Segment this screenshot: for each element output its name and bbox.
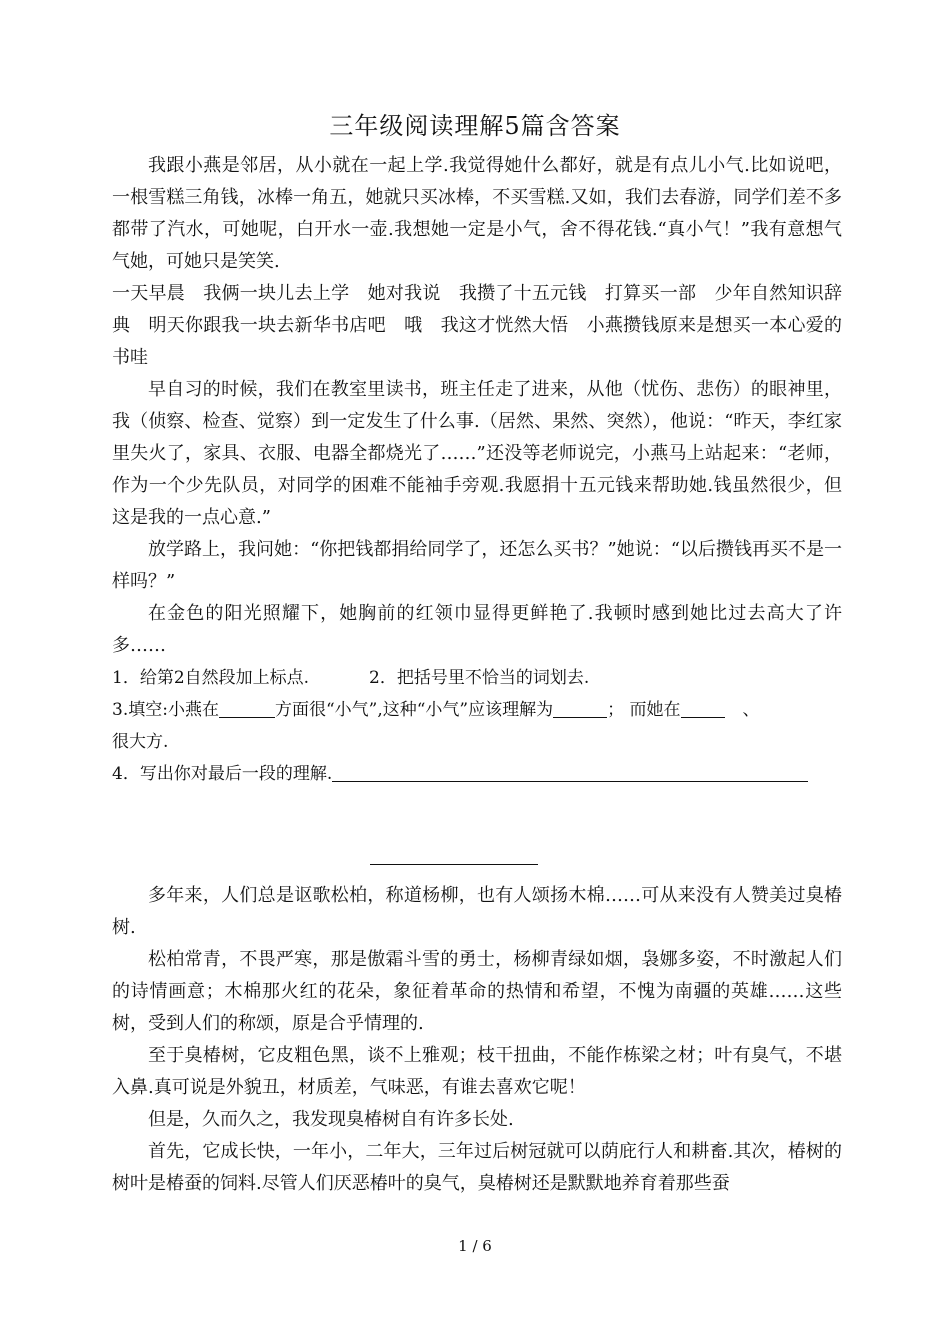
- answer-line-4[interactable]: [332, 759, 808, 782]
- question-3-part-a: 3.填空:小燕在: [112, 700, 219, 720]
- passage-2-paragraph-3: 至于臭椿树，它皮粗色黑，谈不上雅观；枝干扭曲，不能作栋梁之材；叶有臭气，不堪入鼻.真可说是外貌丑，材质差，气味恶，有谁去喜欢它呢！: [112, 1045, 842, 1098]
- question-row-1: [112, 662, 842, 694]
- answer-blank-1[interactable]: [219, 695, 275, 718]
- passage-1-paragraph-2: 一天早晨 我俩一块儿去上学 她对我说 我攒了十五元钱 打算买一部 少年自然知识辞典 明天你跟我一块去新华书店吧 哦 我这才恍然大悟 小燕攒钱原来是想买一本心爱的书哇: [112, 283, 842, 368]
- passage-2-paragraph-4: 但是，久而久之，我发现臭椿树自有许多长处.: [148, 1109, 514, 1130]
- answer-blank-2[interactable]: [553, 695, 607, 718]
- question-4-text: 4．写出你对最后一段的理解.: [112, 764, 333, 784]
- question-3-part-c: ； 而她在: [607, 700, 681, 720]
- passage-1-paragraph-4: 放学路上，我问她：“你把钱都捐给同学了，还怎么买书？”她说：“以后攒钱再买不是一样吗？”: [112, 539, 842, 592]
- passage-2-paragraph-1: 多年来，人们总是讴歌松柏，称道杨柳，也有人颂扬木棉……可从来没有人赞美过臭椿树.: [112, 885, 842, 938]
- passage-2-paragraph-5: 首先，它成长快，一年小，二年大，三年过后树冠就可以荫庇行人和耕畜.其次，椿树的树叶是椿蚕的饲料.尽管人们厌恶椿叶的臭气，臭椿树还是默默地养育着那些蚕: [112, 1141, 842, 1194]
- document-title: 三年级阅读理解5篇含答案: [329, 112, 621, 140]
- passage-2-paragraph-2: 松柏常青，不畏严寒，那是傲霜斗雪的勇士，杨柳青绿如烟，袅娜多姿，不时激起人们的诗情画意；木棉那火红的花朵，象征着革命的热情和希望，不愧为南疆的英雄……这些树，受到人们的称颂，原是合乎情理的.: [112, 949, 842, 1034]
- question-3-part-e: 很大方.: [112, 732, 169, 752]
- passage-2: [112, 880, 842, 1200]
- passage-1-paragraph-1: 我跟小燕是邻居，从小就在一起上学.我觉得她什么都好，就是有点儿小气.比如说吧，一根雪糕三角钱，冰棒一角五，她就只买冰棒，不买雪糕.又如，我们去春游，同学们差不多都带了汽水，可她呢，白开水一壶.我想她一定是小气，舍不得花钱.“真小气！”我有意想气气她，可她只是笑笑.: [112, 155, 842, 272]
- page-number: 1 / 6: [458, 1237, 492, 1255]
- question-3-part-d: 、: [742, 700, 760, 720]
- passage-1-paragraph-5: 在金色的阳光照耀下，她胸前的红领巾显得更鲜艳了.我顿时感到她比过去高大了许多……: [112, 603, 842, 656]
- question-4: [112, 758, 842, 790]
- section-divider: [370, 864, 538, 865]
- question-2: 2．把括号里不恰当的词划去.: [369, 668, 590, 688]
- question-1: 1．给第2自然段加上标点.: [112, 668, 310, 688]
- answer-blank-3[interactable]: [681, 695, 725, 718]
- question-3-part-b: 方面很“小气”,这种“小气”应该理解为: [274, 700, 554, 720]
- question-3: [112, 694, 842, 758]
- passage-1: [112, 150, 842, 790]
- passage-1-paragraph-3: 早自习的时候，我们在教室里读书，班主任走了进来，从他（忧伤、悲伤）的眼神里，我（侦察、检查、觉察）到一定发生了什么事.（居然、果然、突然），他说：“昨天，李红家里失火了，家具、衣服、电器全都烧光了……”还没等老师说完，小燕马上站起来：“老师，作为一个少先队员，对同学的困难不能袖手旁观.我愿捐十五元钱来帮助她.钱虽然很少，但这是我的一点心意.”: [112, 379, 842, 528]
